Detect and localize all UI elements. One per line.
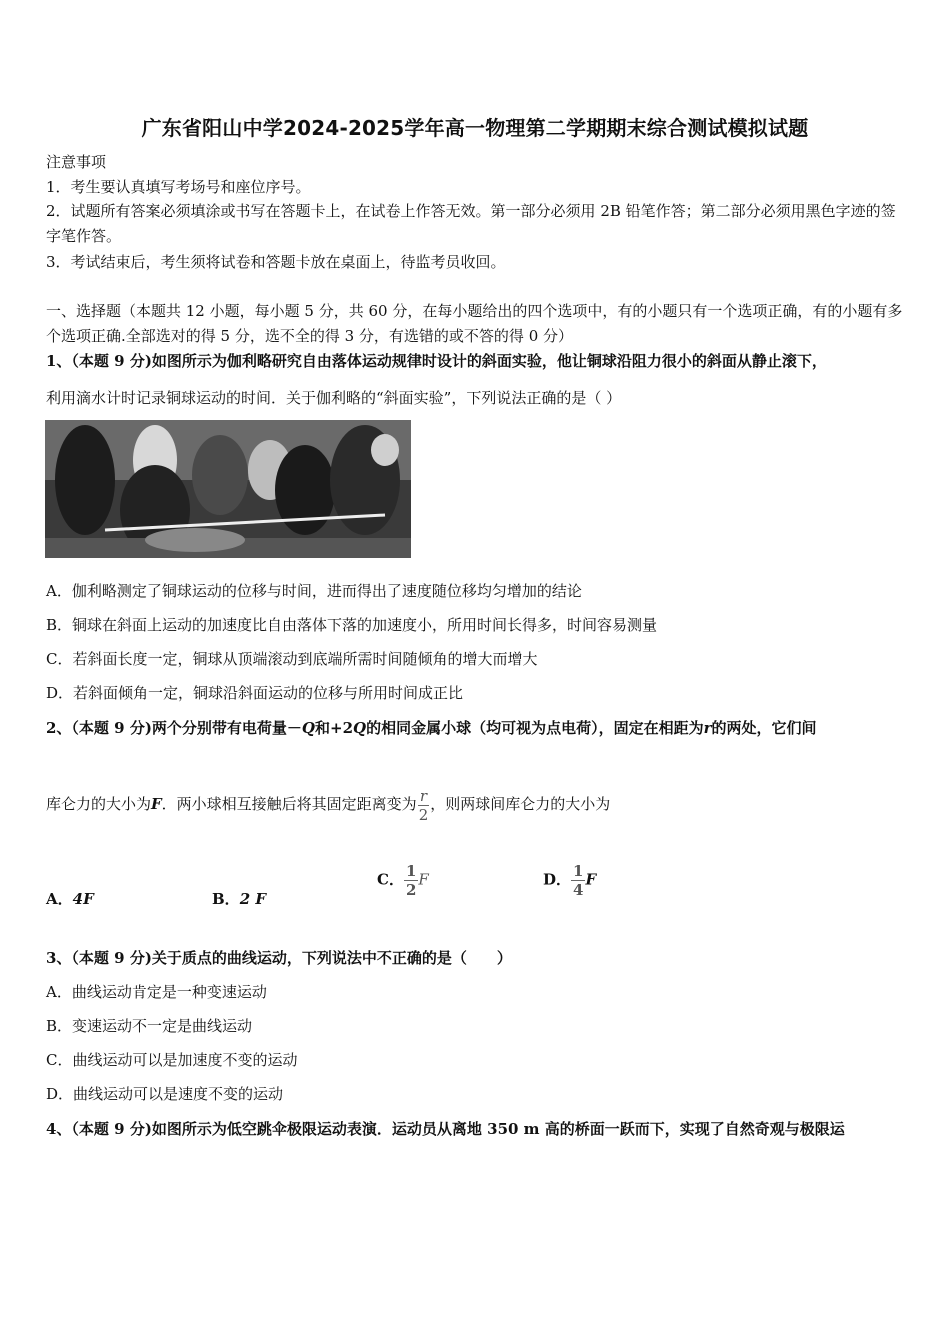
q2-option-a: A．4F bbox=[46, 890, 94, 908]
question-1-stem-continued: 利用滴水计时记录铜球运动的时间．关于伽利略的“斜面实验”，下列说法正确的是（ ） bbox=[46, 389, 622, 407]
q2-option-d: D． $\frac{1}{4}$ F bbox=[543, 862, 597, 899]
q3-option-d: D．曲线运动可以是速度不变的运动 bbox=[46, 1085, 284, 1103]
notice-item: 3．考试结束后，考生须将试卷和答题卡放在桌面上，待监考员收回。 bbox=[46, 253, 506, 271]
notice-item: 1．考生要认真填写考场号和座位序号。 bbox=[46, 178, 311, 196]
question-1-stem: 1、（本题 9 分)如图所示为伽利略研究自由落体运动规律时设计的斜面实验，他让铜球沿阻力很小的斜面从静止滚下， bbox=[46, 352, 827, 370]
fraction-r-over-2: $\frac{r}{2}$ bbox=[418, 786, 429, 824]
fraction-1-over-4: $\frac{1}{4}$ bbox=[573, 862, 584, 899]
q1-option-c: C．若斜面长度一定，铜球从顶端滚动到底端所需时间随倾角的增大而增大 bbox=[46, 650, 538, 668]
q2-option-b: B．2 F bbox=[212, 890, 266, 908]
notice-heading: 注意事项 bbox=[46, 153, 107, 171]
q3-option-b: B．变速运动不一定是曲线运动 bbox=[46, 1017, 253, 1035]
galileo-experiment-image bbox=[45, 420, 411, 558]
q1-option-a: A．伽利略测定了铜球运动的位移与时间，进而得出了速度随位移均匀增加的结论 bbox=[46, 582, 582, 600]
q1-option-b: B．铜球在斜面上运动的加速度比自由落体下落的加速度小，所用时间长得多，时间容易测量 bbox=[46, 616, 658, 634]
fraction-1-over-2: $\frac{1}{2}$ bbox=[405, 862, 417, 899]
q2-option-c: C． $\frac{1}{2}$ F bbox=[377, 862, 429, 899]
question-2-stem: 2、（本题 9 分)两个分别带有电荷量－Q和+2Q的相同金属小球（均可视为点电荷），固定在相距为r的两处，它们间 bbox=[46, 719, 817, 737]
question-2-stem-continued: 库仑力的大小为F．两小球相互接触后将其固定距离变为 $\frac{r}{2}$ ，则两球间库仑力的大小为 bbox=[46, 786, 611, 824]
question-4-stem: 4、（本题 9 分)如图所示为低空跳伞极限运动表演．运动员从离地 350 m 高的桥面一跃而下，实现了自然奇观与极限运 bbox=[46, 1120, 845, 1138]
q3-option-a: A．曲线运动肯定是一种变速运动 bbox=[46, 983, 267, 1001]
page-title: 广东省阳山中学2024-2025学年高一物理第二学期期末综合测试模拟试题 bbox=[141, 116, 809, 140]
question-3-stem: 3、（本题 9 分)关于质点的曲线运动，下列说法中不正确的是（ ） bbox=[46, 949, 512, 967]
notice-item: 2．试题所有答案必须填涂或书写在答题卡上，在试卷上作答无效。第一部分必须用 2B 铅笔作答；第二部分必须用黑色字迹的签字笔作答。 bbox=[46, 202, 896, 245]
section-heading: 一、选择题（本题共 12 小题，每小题 5 分，共 60 分，在每小题给出的四个选项中，有的小题只有一个选项正确，有的小题有多个选项正确.全部选对的得 5 分，选不全的得 3 分，有选错的或不答的得 0 分） bbox=[46, 302, 903, 345]
q3-option-c: C．曲线运动可以是加速度不变的运动 bbox=[46, 1051, 298, 1069]
q1-option-d: D．若斜面倾角一定，铜球沿斜面运动的位移与所用时间成正比 bbox=[46, 684, 464, 702]
